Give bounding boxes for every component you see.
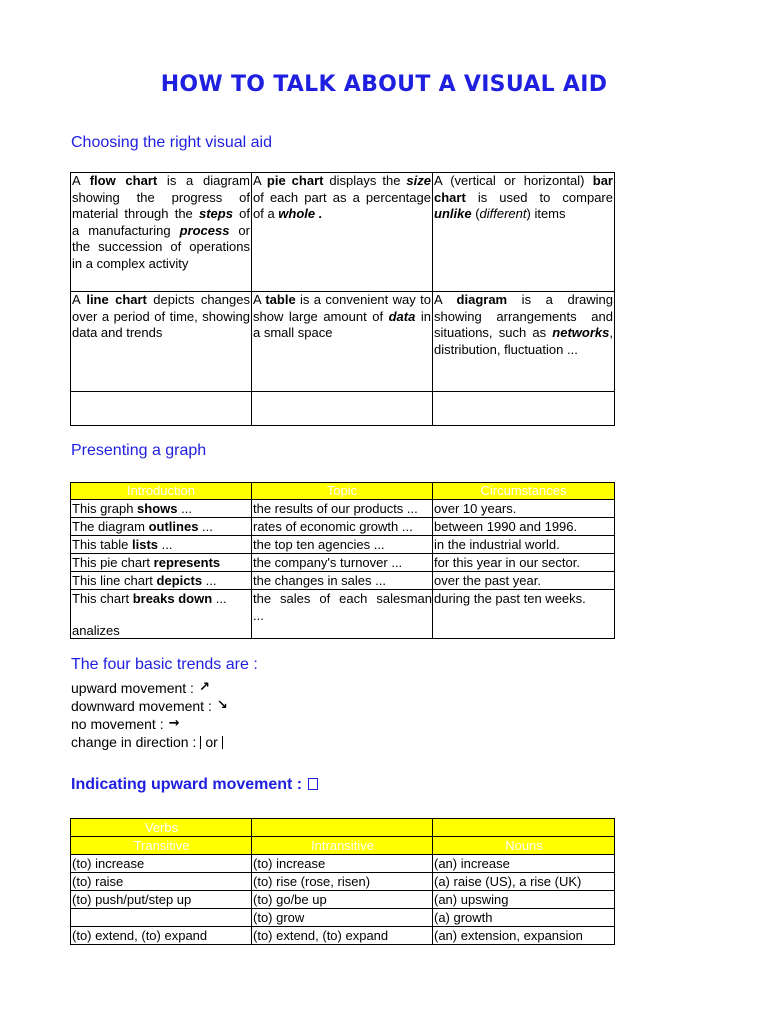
- transitive-cell: (to) push/put/step up: [71, 891, 252, 909]
- pie-chart-cell: A pie chart displays the size of each part as a percentage of a whole .: [252, 173, 433, 292]
- arrow-right-icon: →: [168, 716, 180, 731]
- intro-cell: This chart breaks down ... analizes: [71, 590, 252, 639]
- intransitive-cell: (to) extend, (to) expand: [252, 927, 433, 945]
- circumstances-cell: over the past year.: [433, 572, 615, 590]
- empty-cell: [252, 392, 433, 426]
- intro-cell: The diagram outlines ...: [71, 518, 252, 536]
- circumstances-cell: during the past ten weeks.: [433, 590, 615, 639]
- table-row: [71, 891, 615, 909]
- circumstances-cell: in the industrial world.: [433, 536, 615, 554]
- table-row: [71, 500, 615, 518]
- intransitive-cell: (to) grow: [252, 909, 433, 927]
- trend-none-label: no movement :: [71, 716, 164, 732]
- trend-upward-label: upward movement :: [71, 680, 194, 696]
- table-row: [71, 855, 615, 873]
- transitive-cell: (to) extend, (to) expand: [71, 927, 252, 945]
- column-header-verbs: Verbs: [71, 819, 252, 837]
- transitive-cell: [71, 909, 252, 927]
- section-heading-presenting: Presenting a graph: [71, 442, 207, 459]
- intro-extra-text: analizes: [72, 623, 120, 638]
- visual-aid-table: [70, 172, 615, 426]
- circumstances-cell: for this year in our sector.: [433, 554, 615, 572]
- column-header-transitive: Transitive: [71, 837, 252, 855]
- line-chart-cell: A line chart depicts changes over a period of time, showing data and trends: [71, 292, 252, 392]
- direction-bar-icon: [222, 736, 223, 749]
- empty-header-cell: [252, 819, 433, 837]
- trend-downward: [71, 697, 228, 715]
- noun-cell: (a) raise (US), a rise (UK): [433, 873, 615, 891]
- topic-cell: the changes in sales ...: [252, 572, 433, 590]
- diagram-cell: A diagram is a drawing showing arrangements and situations, such as networks, distribution, fluctuation ...: [433, 292, 615, 392]
- table-row: [71, 873, 615, 891]
- column-header-introduction: Introduction: [71, 483, 252, 500]
- column-header-topic: Topic: [252, 483, 433, 500]
- upward-verbs-table: [70, 818, 615, 945]
- transitive-cell: (to) raise: [71, 873, 252, 891]
- missing-glyph-icon: [308, 778, 318, 790]
- intro-cell: This pie chart represents: [71, 554, 252, 572]
- trend-upward: [71, 679, 228, 697]
- section-heading-trends: The four basic trends are :: [71, 656, 258, 673]
- arrow-down-right-icon: ↘: [216, 698, 228, 713]
- intro-cell: This graph shows ...: [71, 500, 252, 518]
- transitive-cell: (to) increase: [71, 855, 252, 873]
- table-row: [71, 572, 615, 590]
- table-cell: A table is a convenient way to show large amount of data in a small space: [252, 292, 433, 392]
- section-heading-upward: Indicating upward movement :: [71, 776, 318, 794]
- noun-cell: (an) upswing: [433, 891, 615, 909]
- noun-cell: (an) increase: [433, 855, 615, 873]
- intro-cell: This line chart depicts ...: [71, 572, 252, 590]
- intransitive-cell: (to) go/be up: [252, 891, 433, 909]
- column-header-circumstances: Circumstances: [433, 483, 615, 500]
- trend-change-or: or: [205, 734, 218, 750]
- table-row: [71, 590, 615, 639]
- circumstances-cell: between 1990 and 1996.: [433, 518, 615, 536]
- intro-cell: This table lists ...: [71, 536, 252, 554]
- topic-cell: rates of economic growth ...: [252, 518, 433, 536]
- section-heading-choosing: Choosing the right visual aid: [71, 134, 273, 151]
- table-row: [71, 554, 615, 572]
- empty-cell: [71, 392, 252, 426]
- trend-change: [71, 733, 228, 751]
- trend-none: [71, 715, 228, 733]
- noun-cell: (an) extension, expansion: [433, 927, 615, 945]
- topic-cell: the results of our products ...: [252, 500, 433, 518]
- direction-bar-icon: [200, 736, 201, 749]
- table-row: [71, 909, 615, 927]
- intransitive-cell: (to) increase: [252, 855, 433, 873]
- bar-chart-cell: A (vertical or horizontal) bar chart is used to compare unlike (different) items: [433, 173, 615, 292]
- flow-chart-cell: A flow chart is a diagram showing the progress of material through the steps of a manufacturing process or the succession of operations in a complex activity: [71, 173, 252, 292]
- page-title: HOW TO TALK ABOUT A VISUAL AID: [160, 72, 608, 97]
- table-row: [71, 536, 615, 554]
- topic-cell: the company's turnover ...: [252, 554, 433, 572]
- intransitive-cell: (to) rise (rose, risen): [252, 873, 433, 891]
- topic-cell: the top ten agencies ...: [252, 536, 433, 554]
- arrow-up-right-icon: ↗: [198, 680, 210, 695]
- empty-header-cell: [433, 819, 615, 837]
- column-header-intransitive: Intransitive: [252, 837, 433, 855]
- empty-cell: [433, 392, 615, 426]
- trend-downward-label: downward movement :: [71, 698, 212, 714]
- table-row: [71, 927, 615, 945]
- circumstances-cell: over 10 years.: [433, 500, 615, 518]
- noun-cell: (a) growth: [433, 909, 615, 927]
- trend-change-label: change in direction :: [71, 734, 197, 750]
- graph-phrases-table: [70, 482, 615, 639]
- trends-list: [71, 679, 228, 751]
- topic-cell: the sales of each salesman ...: [252, 590, 433, 639]
- table-row: [71, 518, 615, 536]
- column-header-nouns: Nouns: [433, 837, 615, 855]
